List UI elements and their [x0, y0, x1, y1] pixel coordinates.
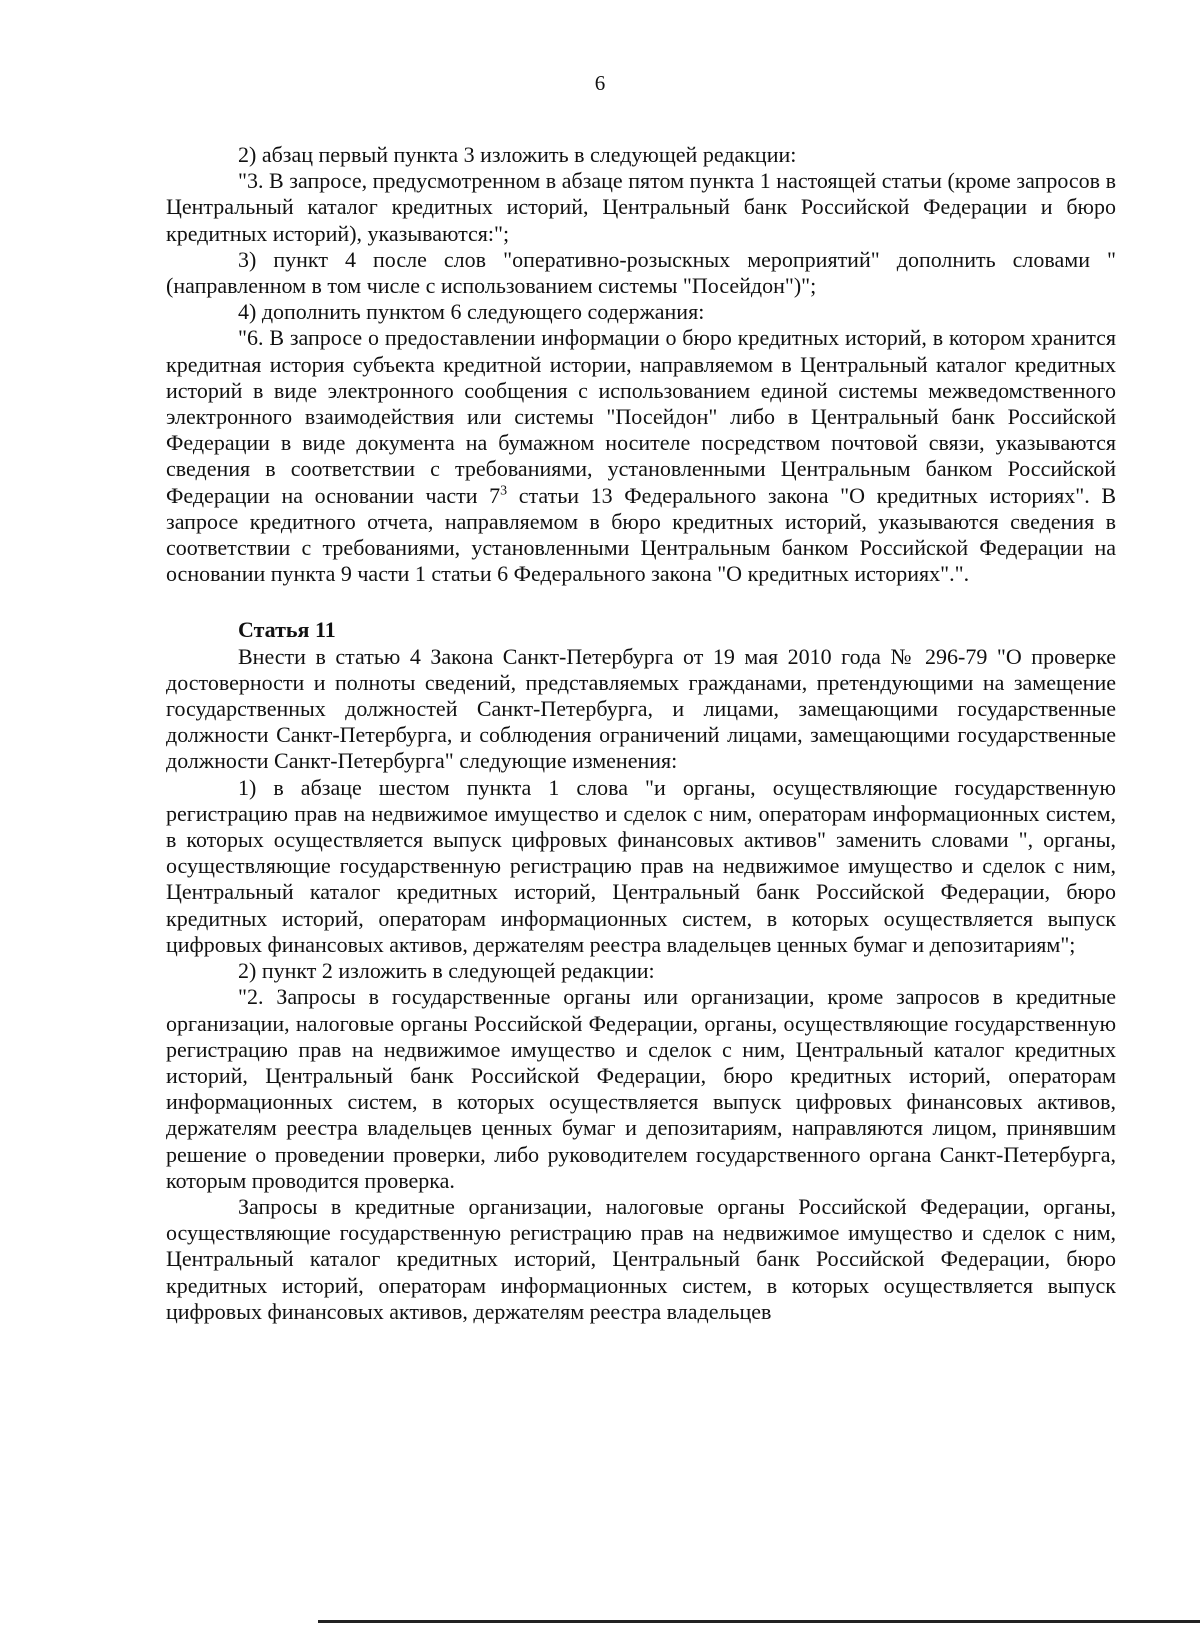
- paragraph-quote-2: "2. Запросы в государственные органы или организации, кроме запросов в кредитные организации, налоговые органы Российской Федерации, органы, осуществляющие государственную регистрацию прав на недвижимое имущество и сделок с ним, Центральный каталог кредитных историй, Центральный банк Российской Федерации, бюро кредитных историй, операторам информационных систем, в которых осуществляется выпуск цифровых финансовых активов, держателям реестра владельцев ценных бумаг и депозитариям, направляются лицом, принявшим решение о проведении проверки, либо руководителем государственного органа Санкт-Петербурга, которым проводится проверка.: [166, 984, 1116, 1193]
- paragraph-change-1: 1) в абзаце шестом пункта 1 слова "и органы, осуществляющие государственную регистрацию прав на недвижимое имущество и сделок с ним, операторам информационных систем, в которых осуществляется выпуск цифровых финансовых активов" заменить словами ", органы, осуществляющие государственную регистрацию прав на недвижимое имущество и сделок с ним, Центральный каталог кредитных историй, Центральный банк Российской Федерации, бюро кредитных историй, операторам информационных систем, в которых осуществляется выпуск цифровых финансовых активов, держателям реестра владельцев ценных бумаг и депозитариям";: [166, 774, 1116, 957]
- paragraph-requests: Запросы в кредитные организации, налоговые органы Российской Федерации, органы, осуществляющие государственную регистрацию прав на недвижимое имущество и сделок с ним, Центральный каталог кредитных историй, Центральный банк Российской Федерации, бюро кредитных историй, операторам информационных систем, в которых осуществляется выпуск цифровых финансовых активов, держателям реестра владельцев: [166, 1193, 1116, 1324]
- paragraph-quote-6: [166, 325, 1116, 587]
- paragraph-item-2: 2) абзац первый пункта 3 изложить в следующей редакции:: [238, 142, 797, 167]
- article-heading: Статья 11: [238, 617, 336, 643]
- scan-edge-line: [318, 1620, 1200, 1623]
- paragraph-item-4: 4) дополнить пунктом 6 следующего содержания:: [238, 299, 705, 325]
- paragraph-quote-6-part-1: "6. В запросе о предоставлении информации о бюро кредитных историй, в котором хранится кредитная история субъекта кредитной истории, направляемом в Центральный каталог кредитных историй в виде электронного сообщения с использованием единой системы межведомственного электронного взаимодействия или системы "Посейдон" либо в Центральный банк Российской Федерации в виде документа на бумажном носителе посредством почтовой связи, указываются сведения в соответствии с требованиями, установленными Центральным банком Российской Федерации на основании части 7: [166, 325, 1116, 508]
- paragraph-quote-6-part-2: статьи 13 Федерального закона "О кредитных историях". В запросе кредитного отчета, направляемом в бюро кредитных историй, указываются сведения в соответствии с требованиями, установленными Центральным банком Российской Федерации на основании пункта 9 части 1 статьи 6 Федерального закона "О кредитных историях".".: [166, 482, 1117, 587]
- paragraph-item-3: 3) пункт 4 после слов "оперативно-розыскных мероприятий" дополнить словами "(направленном в том числе с использованием системы "Посейдон")";: [166, 246, 1116, 299]
- superscript: 3: [500, 483, 508, 499]
- document-body: [166, 142, 1116, 1325]
- paragraph-article-intro: Внести в статью 4 Закона Санкт-Петербурга от 19 мая 2010 года № 296-79 "О проверке достоверности и полноты сведений, представляемых гражданами, претендующими на замещение государственных должностей Санкт-Петербурга, и лицами, замещающими государственные должности Санкт-Петербурга, и соблюдения ограничений лицами, замещающими государственные должности Санкт-Петербурга" следующие изменения:: [166, 643, 1116, 774]
- page-number: 6: [594, 71, 606, 95]
- paragraph-quote-3: "3. В запросе, предусмотренном в абзаце пятом пункта 1 настоящей статьи (кроме запросов в Центральный каталог кредитных историй, Центральный банк Российской Федерации и бюро кредитных историй), указываются:";: [166, 168, 1116, 246]
- paragraph-change-2: 2) пункт 2 изложить в следующей редакции:: [238, 958, 655, 984]
